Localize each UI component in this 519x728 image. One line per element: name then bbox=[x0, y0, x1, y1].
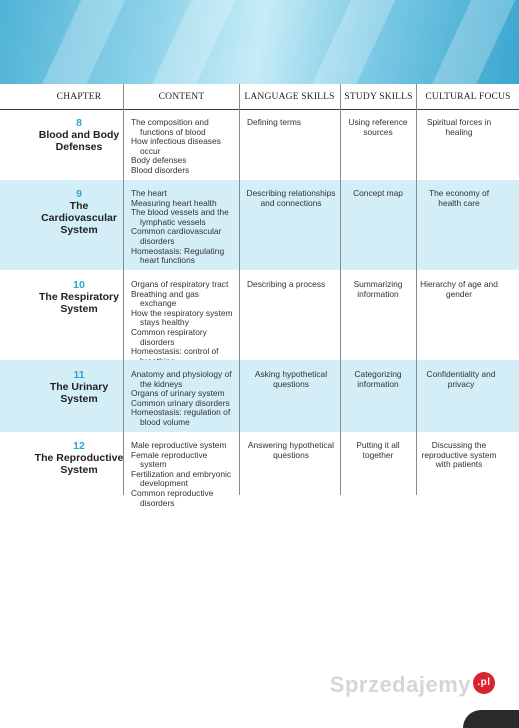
column-header-cultural-focus: CULTURAL FOCUS bbox=[425, 92, 511, 102]
watermark-text: Sprzedajemy bbox=[329, 672, 471, 697]
column-divider bbox=[340, 84, 341, 495]
content-item: Common reproductive disorders bbox=[131, 487, 214, 508]
content-item: Body defenses bbox=[131, 155, 187, 166]
header-banner bbox=[0, 0, 519, 84]
column-divider bbox=[416, 84, 417, 495]
chapter-number: 9 bbox=[76, 188, 82, 200]
content-item: Blood disorders bbox=[131, 164, 190, 175]
chapter-cell bbox=[34, 117, 124, 153]
page-corner bbox=[463, 710, 519, 728]
content-item: Organs of urinary system bbox=[131, 388, 225, 399]
content-item: Fertilization and embryonic development bbox=[131, 468, 232, 489]
chapter-cell bbox=[34, 188, 124, 236]
content-item: Male reproductive system bbox=[131, 440, 227, 450]
chapter-number: 11 bbox=[73, 369, 85, 381]
chapter-title: The Respiratory System bbox=[39, 291, 119, 315]
cultural-focus: Spiritual forces in healing bbox=[426, 117, 492, 137]
content-item: Anatomy and physiology of the kidneys bbox=[131, 369, 232, 389]
study-skill: Using reference sources bbox=[348, 117, 408, 137]
chapter-title: The Urinary System bbox=[49, 381, 109, 405]
watermark-logo bbox=[330, 672, 495, 698]
language-skill: Defining terms bbox=[247, 117, 301, 127]
cultural-focus: The economy of health care bbox=[428, 188, 490, 208]
content-item: Homeostasis: control of bbox=[131, 346, 219, 357]
content-item: Measuring heart health bbox=[131, 197, 217, 208]
column-header-chapter: CHAPTER bbox=[56, 92, 102, 102]
column-divider bbox=[239, 84, 240, 495]
content-item: Female reproductive system bbox=[131, 449, 208, 470]
content-item: Breathing and gas exchange bbox=[131, 288, 199, 309]
chapter-title: The Reproductive System bbox=[34, 452, 124, 476]
content-list bbox=[131, 370, 236, 428]
content-item: Common urinary disorders bbox=[131, 397, 230, 408]
column-header-study-skills: STUDY SKILLS bbox=[344, 92, 413, 102]
chapter-title: Blood and Body Defenses bbox=[38, 129, 120, 153]
content-item: How infectious diseases occur bbox=[131, 136, 221, 156]
content-item: Common respiratory disorders bbox=[131, 326, 207, 347]
chapter-number: 8 bbox=[76, 117, 82, 129]
study-skill: Summarizing information bbox=[353, 279, 403, 299]
cultural-focus: Confidentiality and privacy bbox=[426, 369, 496, 389]
chapter-title: The Cardiovascular System bbox=[41, 200, 117, 236]
language-skill: Describing a process bbox=[247, 279, 326, 289]
watermark-badge: .pl bbox=[473, 672, 495, 694]
content-list bbox=[131, 189, 236, 266]
content-item: The composition and functions of blood bbox=[131, 117, 209, 137]
chapter-cell bbox=[34, 440, 124, 476]
table-row-chapter-11 bbox=[0, 360, 519, 432]
study-skill: Putting it all together bbox=[356, 440, 400, 460]
content-item: How the respiratory system stays healthy bbox=[131, 307, 233, 328]
content-item: Homeostasis: regulation of blood volume bbox=[131, 407, 231, 427]
content-list bbox=[131, 280, 236, 366]
cultural-focus: Hierarchy of age and gender bbox=[420, 279, 498, 299]
table-row-chapter-8 bbox=[0, 110, 519, 180]
content-list bbox=[131, 441, 236, 508]
column-header-language-skills: LANGUAGE SKILLS bbox=[244, 92, 335, 102]
language-skill: Answering hypothetical questions bbox=[247, 440, 335, 460]
content-item: The blood vessels and the lymphatic vessels bbox=[131, 207, 229, 227]
table-row-chapter-12 bbox=[0, 432, 519, 508]
chapter-number: 12 bbox=[73, 440, 85, 452]
chapter-cell bbox=[34, 279, 124, 315]
chapter-number: 10 bbox=[73, 279, 85, 291]
cultural-focus: Discussing the reproductive system with patients bbox=[421, 440, 497, 470]
language-skill: Describing relationships and connections bbox=[246, 188, 336, 208]
study-skill: Categorizing information bbox=[354, 369, 402, 389]
chapter-cell bbox=[34, 369, 124, 405]
column-divider bbox=[123, 84, 124, 495]
language-skill: Asking hypothetical questions bbox=[254, 369, 328, 389]
table-row-chapter-9 bbox=[0, 180, 519, 270]
content-item: The heart bbox=[131, 188, 167, 198]
table-row-chapter-10 bbox=[0, 270, 519, 360]
content-item: Homeostasis: Regulating heart functions bbox=[131, 245, 225, 266]
column-header-content: CONTENT bbox=[158, 92, 205, 102]
table-header bbox=[0, 84, 519, 110]
content-item: Common cardiovascular disorders bbox=[131, 226, 222, 246]
content-item: Organs of respiratory tract bbox=[131, 279, 229, 289]
study-skill: Concept map bbox=[353, 188, 403, 198]
content-list bbox=[131, 118, 236, 176]
